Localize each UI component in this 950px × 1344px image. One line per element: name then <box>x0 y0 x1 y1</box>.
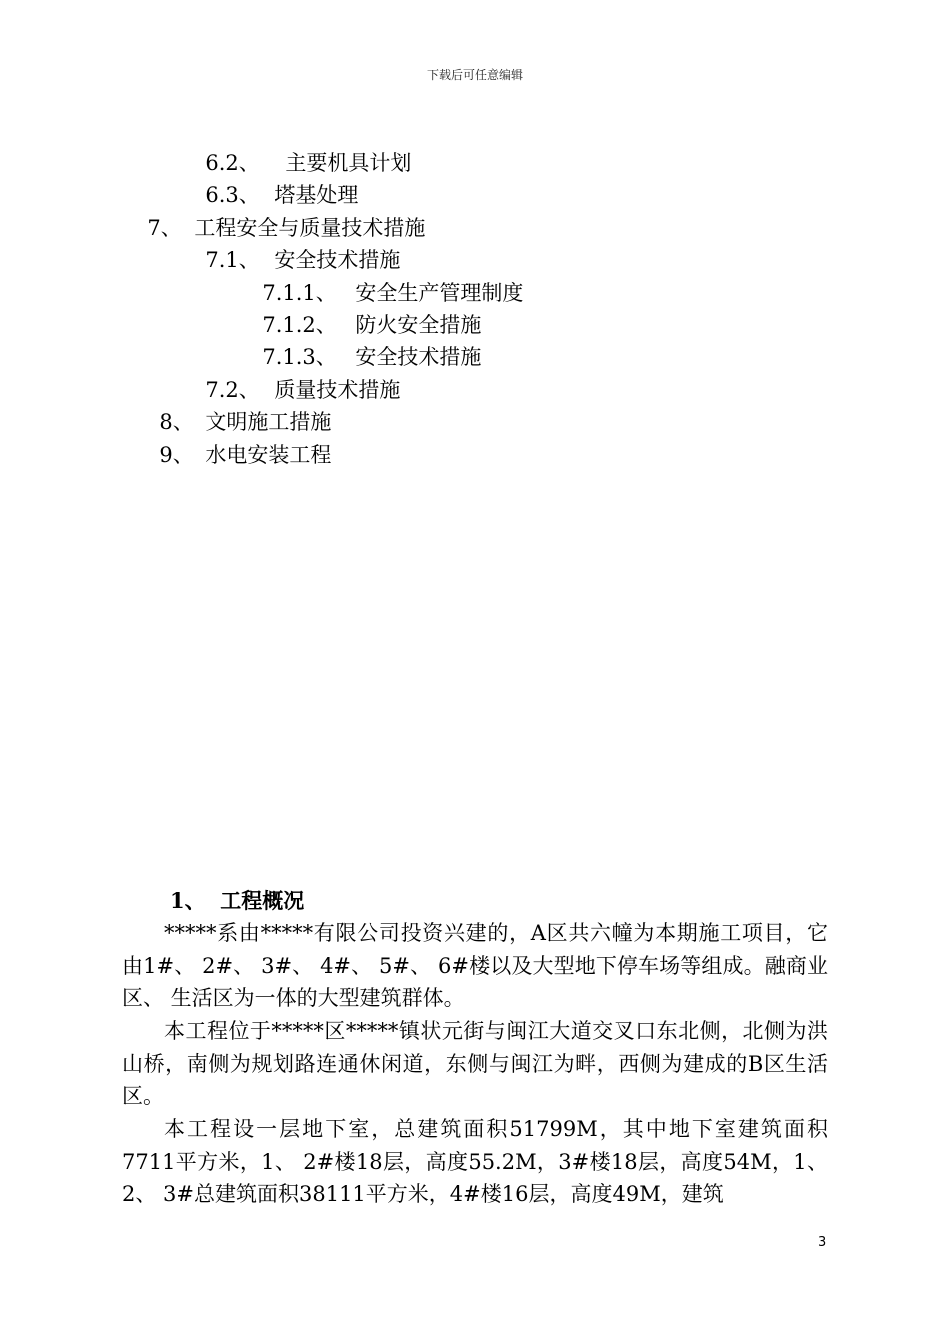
toc-label: 安全技术措施 <box>355 345 482 369</box>
toc-label: 防火安全措施 <box>355 313 482 337</box>
toc-label: 安全生产管理制度 <box>355 281 524 305</box>
toc-number: 8、 <box>159 410 194 434</box>
toc-number: 7.1.2、 <box>262 313 337 337</box>
toc-number: 7.1.3、 <box>262 345 337 369</box>
toc-number: 7.2、 <box>205 378 260 402</box>
toc-label: 主要机具计划 <box>285 151 412 175</box>
toc-number: 6.2、 <box>205 151 260 175</box>
toc-number: 6.3、 <box>205 183 260 207</box>
toc-number: 7.1.1、 <box>262 281 337 305</box>
toc-number: 9、 <box>159 443 194 467</box>
paragraph-overview: *****系由*****有限公司投资兴建的，A区共六幢为本期施工项目，它由1#、 2#、 3#、 4#、 5#、 6#楼以及大型地下停车场等组成。融商业区、 生活区为一体的大型建筑群体。 <box>122 921 828 1010</box>
paragraph-scale: 本工程设一层地下室，总建筑面积51799M，其中地下室建筑面积7711平方米，1、 2#楼18层，高度55.2M，3#楼18层，高度54M，1、 2、 3#总建筑面积38111平方米，4#楼16层，高度49M，建筑 <box>122 1117 828 1206</box>
page-number: 3 <box>818 1235 827 1250</box>
toc-label: 工程安全与质量技术措施 <box>194 216 426 240</box>
toc-label: 文明施工措施 <box>205 410 332 434</box>
toc-number: 7.1、 <box>205 248 260 272</box>
toc-label: 质量技术措施 <box>274 378 401 402</box>
toc-item-9 <box>146 416 331 468</box>
section-heading: 1、 工程概况 <box>170 888 305 913</box>
toc-label: 水电安装工程 <box>205 443 332 467</box>
page-header: 下载后可任意编辑 <box>426 68 523 82</box>
toc-label: 安全技术措施 <box>274 248 401 272</box>
toc-number: 7、 <box>147 216 182 240</box>
paragraph-location: 本工程位于*****区*****镇状元街与闽江大道交叉口东北侧，北侧为洪山桥，南侧为规划路连通休闲道，东侧与闽江为畔，西侧为建成的B区生活区。 <box>122 1019 828 1108</box>
toc-label: 塔基处理 <box>274 183 359 207</box>
